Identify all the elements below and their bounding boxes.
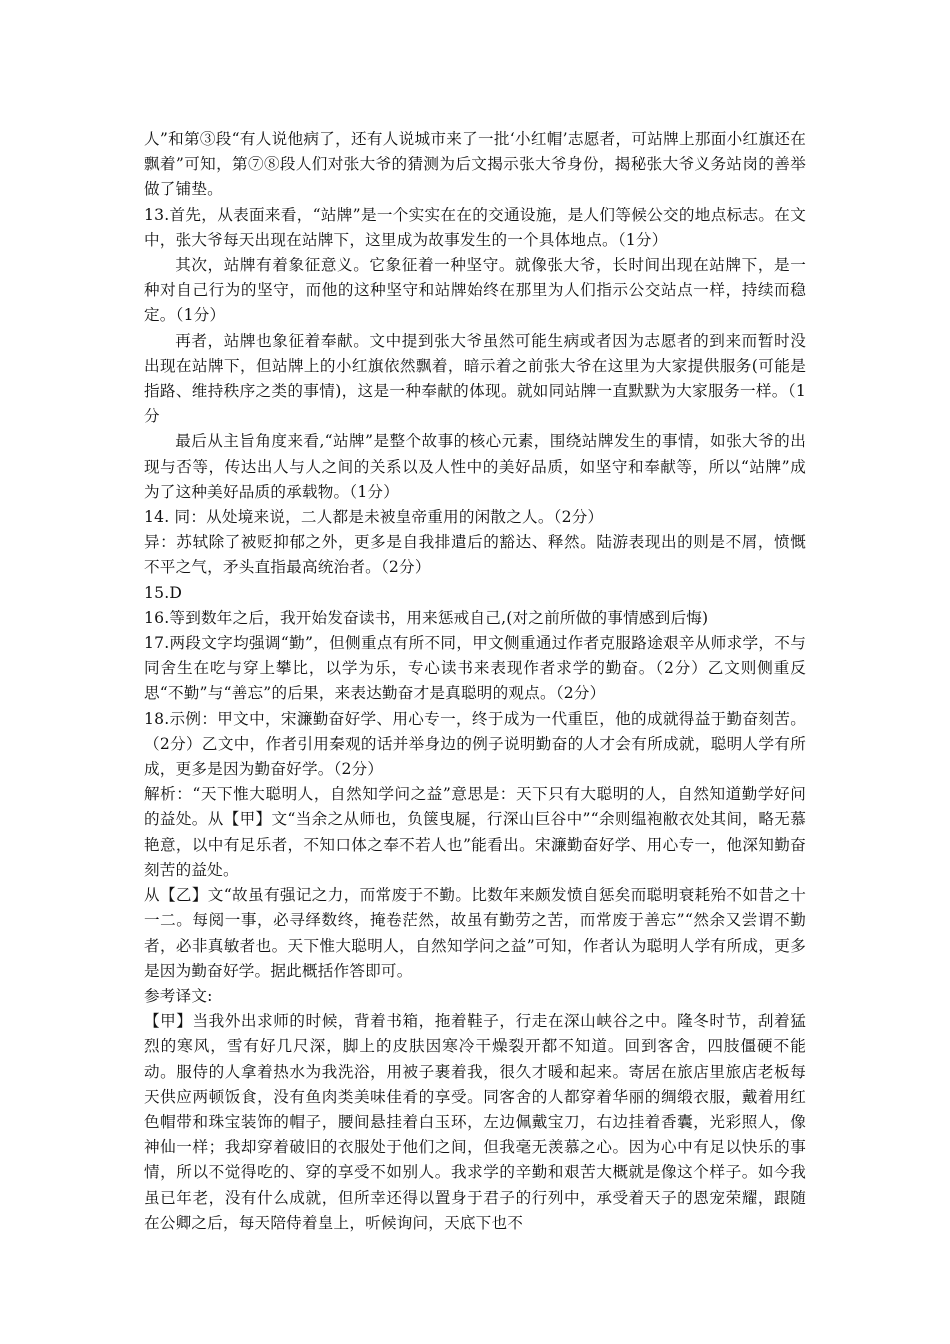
paragraph-answer-17: 17.两段文字均强调“勤”，但侧重点有所不同，甲文侧重通过作者克服路途艰辛从师求学，不与同舍生在吃与穿上攀比，以学为乐，专心读书来表现作者求学的勤奋。（2分）乙文则侧重反思“不勤”与“善忘”的后果，来表达勤奋才是真聪明的观点。（2分） — [144, 634, 806, 703]
paragraph-translation-jia: 【甲】当我外出求师的时候，背着书箱，拖着鞋子，行走在深山峡谷之中。隆冬时节，刮着猛烈的寒风，雪有好几尺深，脚上的皮肤因寒冷干燥裂开都不知道。回到客舍，四肢僵硬不能动。服侍的人拿着热水为我洗浴，用被子裹着我，很久才暖和起来。寄居在旅店里旅店老板每天供应两顿饭食，没有鱼肉类美味佳肴的享受。同客舍的人都穿着华丽的绸缎衣服，戴着用红色帽带和珠宝装饰的帽子，腰间悬挂着白玉环，左边佩戴宝刀，右边挂着香囊，光彩照人，像神仙一样；我却穿着破旧的衣服处于他们之间，但我毫无羡慕之心。因为心中有足以快乐的事情，所以不觉得吃的、穿的享受不如别人。我求学的辛勤和艰苦大概就是像这个样子。如今我虽已年老，没有什么成就，但所幸还得以置身于君子的行列中，承受着天子的恩宠荣耀，跟随在公卿之后，每天陪侍着皇上，听候询问，天底下也不 — [144, 1012, 806, 1232]
paragraph-analysis: 解析：“天下惟大聪明人，自然知学问之益”意思是：天下只有大聪明的人，自然知道勤学好问的益处。从【甲】文“当余之从师也，负箧曳屣，行深山巨谷中”“余则缊袍敝衣处其间，略无慕艳意，以中有足乐者，不知口体之奉不若人也”能看出。宋濂勤奋好学、用心专一，他深知勤奋刻苦的益处。 — [144, 785, 806, 879]
paragraph-answer-15: 15.D — [144, 583, 183, 602]
paragraph-answer-13-fourth: 最后从主旨角度来看,“站牌”是整个故事的核心元素，围绕站牌发生的事情，如张大爷的出现与否等，传达出人与人之间的关系以及人性中的美好品质，如坚守和奉献等，所以“站牌”成为了这种美好品质的承载物。（1分） — [144, 432, 806, 501]
paragraph-analysis-continued: 从【乙】文“故虽有强记之力，而常废于不勤。比数年来颇发愤自惩矣而聪明衰耗殆不如昔之十一二。每阅一事，必寻绎数终，掩卷茫然，故虽有勤劳之苦，而常废于善忘”“然余又尝谓不勤者，必非真敏者也。天下惟大聪明人，自然知学问之益”可知，作者认为聪明人学有所成，更多是因为勤奋好学。据此概括作答即可。 — [144, 886, 806, 980]
paragraph-reference-heading: 参考译文: — [144, 986, 213, 1005]
answer-text-body — [144, 127, 806, 1236]
paragraph-answer-14-same: 14. 同：从处境来说，二人都是未被皇帝重用的闲散之人。（2分） — [144, 508, 604, 527]
paragraph-answer-13-second: 其次，站牌有着象征意义。它象征着一种坚守。就像张大爷，长时间出现在站牌下，是一种对自己行为的坚守，而他的这种坚守和站牌始终在那里为人们指示公交站点一样，持续而稳定。（1分） — [144, 256, 806, 325]
paragraph-answer-16: 16.等到数年之后，我开始发奋读书，用来惩戒自己,(对之前所做的事情感到后悔) — [144, 608, 709, 627]
paragraph-answer-14-diff: 异：苏轼除了被贬抑郁之外，更多是自我排遣后的豁达、释然。陆游表现出的则是不屑，愤慨不平之气，矛头直指最高统治者。（2分） — [144, 533, 806, 577]
paragraph-answer-13-third: 再者，站牌也象征着奉献。文中提到张大爷虽然可能生病或者因为志愿者的到来而暂时没出现在站牌下，但站牌上的小红旗依然飘着，暗示着之前张大爷在这里为大家提供服务(可能是指路、维持秩序之类的事情)，这是一种奉献的体现。就如同站牌一直默默为大家服务一样。（1分 — [144, 331, 806, 426]
paragraph-answer-18: 18.示例：甲文中，宋濂勤奋好学、用心专一，终于成为一代重臣，他的成就得益于勤奋刻苦。（2分）乙文中，作者引用秦观的话并举身边的例子说明勤奋的人才会有所成就，聪明人学有所成，更多是因为勤奋好学。（2分） — [144, 709, 806, 779]
paragraph-continuation-answer-12: 人”和第③段“有人说他病了，还有人说城市来了一批‘小红帽’志愿者，可站牌上那面小红旗还在飘着”可知，第⑦⑧段人们对张大爷的猜测为后文揭示张大爷身份，揭秘张大爷义务站岗的善举做了铺垫。 — [144, 130, 806, 199]
paragraph-answer-13-first: 13.首先，从表面来看，“站牌”是一个实实在在的交通设施，是人们等候公交的地点标志。在文中，张大爷每天出现在站牌下，这里成为故事发生的一个具体地点。（1分） — [144, 205, 806, 249]
